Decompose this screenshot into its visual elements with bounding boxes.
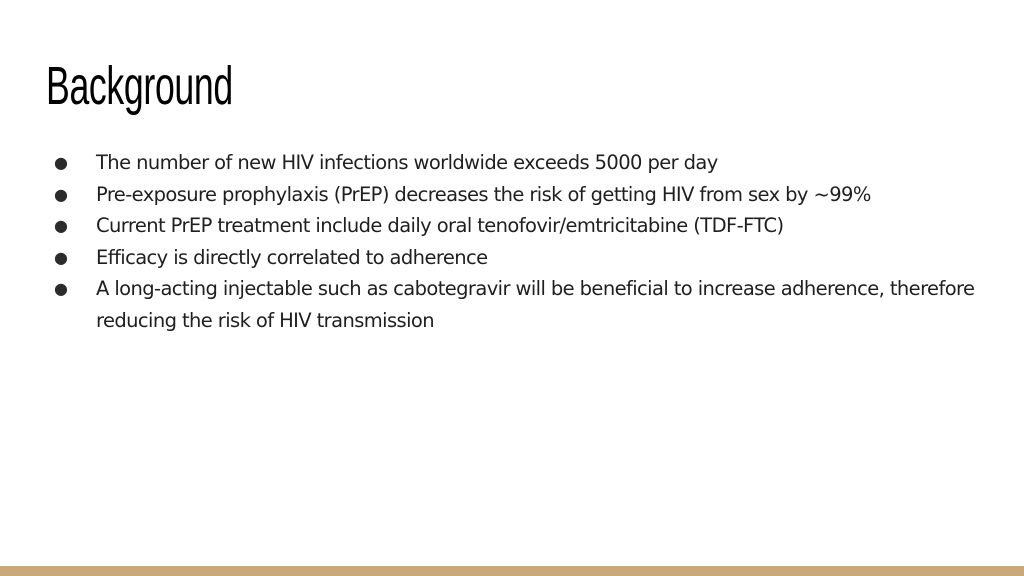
bullet-dot-icon: ●: [54, 153, 68, 172]
bullet-item: [54, 179, 994, 211]
bullet-dot-icon: ●: [54, 216, 68, 236]
bullet-dot-icon: ●: [54, 184, 68, 204]
bullet-text: Efficacy is directly correlated to adherence: [96, 245, 488, 269]
bullet-dot-icon: ●: [54, 247, 68, 267]
footer-accent-bar: [0, 566, 1024, 576]
bullet-text: Pre-exposure prophylaxis (PrEP) decreases the risk of getting HIV from sex by ~99%: [96, 182, 871, 206]
bullet-text: Current PrEP treatment include daily oral tenofovir/emtricitabine (TDF-FTC): [96, 214, 784, 238]
bullet-text: The number of new HIV infections worldwide exceeds 5000 per day: [96, 151, 718, 174]
bullet-list: [54, 147, 994, 337]
bullet-item: [54, 210, 994, 242]
bullet-item: [54, 242, 994, 274]
slide-title: Background: [46, 56, 233, 116]
bullet-text: A long-acting injectable such as cabotegravir will be beneficial to increase adherence, therefore reducing the risk of HIV transmission: [96, 277, 975, 332]
bullet-dot-icon: ●: [54, 279, 68, 299]
bullet-item: [54, 147, 994, 179]
bullet-item: [54, 273, 994, 336]
